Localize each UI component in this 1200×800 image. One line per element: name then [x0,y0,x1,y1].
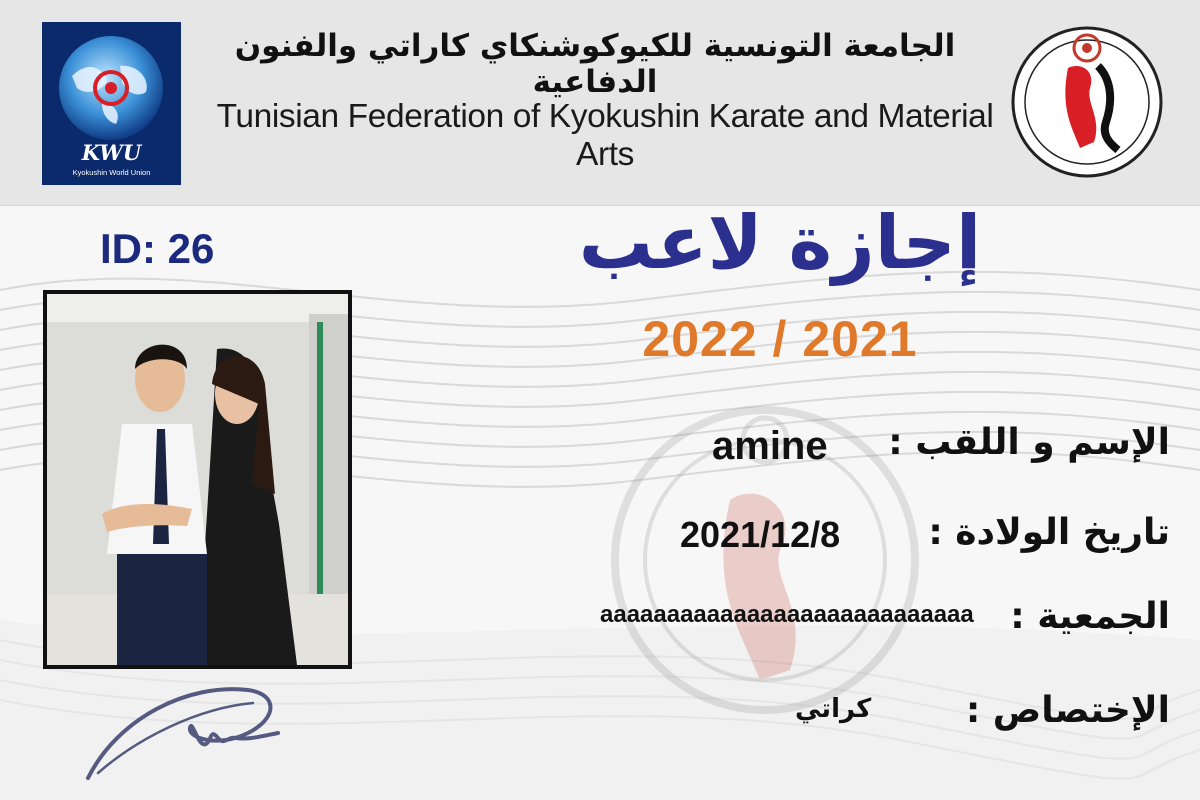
license-title: إجازة لاعب [578,200,982,286]
specialty-value: كراتي [795,694,872,724]
name-value: amine [712,424,828,468]
player-photo [43,290,352,669]
federation-name-english: Tunisian Federation of Kyokushin Karate and Material Arts [216,98,994,173]
club-label: الجمعية : [1010,596,1170,637]
season-years: 2022 / 2021 [642,311,918,367]
birthdate-label: تاريخ الولادة : [928,512,1170,553]
specialty-label: الإختصاص : [965,690,1170,731]
globe-logo-icon [42,26,181,146]
club-value: aaaaaaaaaaaaaaaaaaaaaaaaaaaa [600,601,974,628]
photo-image [47,294,348,665]
signature-icon [78,678,288,788]
kwu-logo-subtitle: Kyokushin World Union [72,168,151,177]
header-band [0,0,1200,206]
birthdate-value: 2021/12/8 [680,514,841,555]
name-label: الإسم و اللقب : [888,422,1170,463]
federation-seal-icon [1010,18,1165,186]
player-id: ID: 26 [100,225,215,272]
kwu-logo [42,22,181,185]
kwu-logo-text: KWU [81,140,142,165]
federation-name-arabic: الجامعة التونسية للكيوكوشنكاي كاراتي والفنون الدفاعية [234,28,956,100]
